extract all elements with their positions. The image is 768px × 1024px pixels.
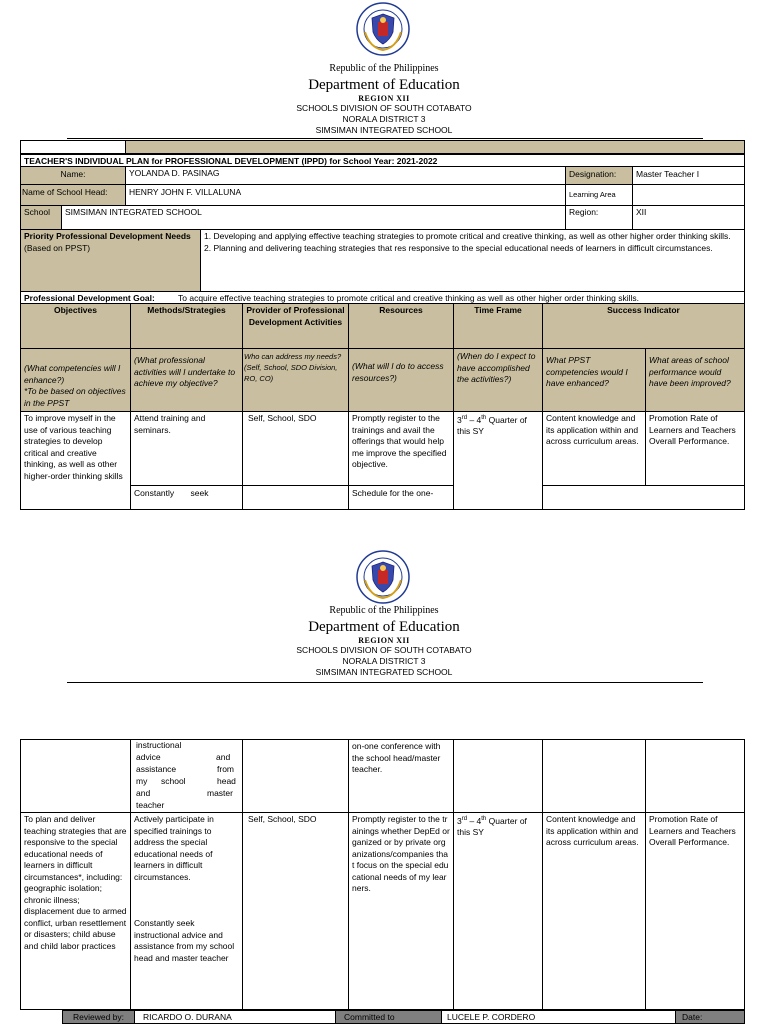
- col-timeframe: Time Frame: [453, 303, 543, 349]
- goal-value: To acquire effective teaching strategies to promote critical and creative thinking as well as other higher order thinking skills.: [178, 293, 639, 303]
- deped-seal-icon: [356, 2, 410, 56]
- word: from: [217, 764, 234, 774]
- row2-objective: To plan and deliver teaching strategies that are responsive to the special educational needs of learners in difficult circumstances*, including: geographic isolation; chronic illness; displacement due to armed conflict, urban resettlement or disasters; child abuse and child labor practices: [20, 812, 131, 1010]
- time-end: Quarter of this SY: [457, 414, 527, 437]
- republic-text: Republic of the Philippines: [329, 605, 439, 616]
- col-success: Success Indicator: [542, 303, 745, 349]
- q-provider: Who can address my needs? (Self, School, SDO Division, RO, CO): [242, 348, 349, 412]
- priority-label-cell: [20, 229, 201, 292]
- priority-needs-cell: [200, 229, 745, 292]
- row1-provider-blank: [242, 485, 349, 510]
- school-text: SIMSIMAN INTEGRATED SCHOOL: [315, 125, 453, 135]
- department-title: Department of Education: [308, 77, 460, 93]
- row1c-resource: on-one conference with the school head/master teacher.: [348, 739, 454, 813]
- row2-resource: Promptly register to the trainings whether DepEd organized or by private organizations/companies that focus on the special educational needs of my learners.: [348, 812, 454, 1010]
- head-value: HENRY JOHN F. VILLALUNA: [125, 184, 566, 206]
- school-value: SIMSIMAN INTEGRATED SCHOOL: [61, 205, 566, 230]
- word: and: [136, 788, 151, 798]
- head-label: Name of School Head:: [20, 184, 126, 206]
- district-text: NORALA DISTRICT 3: [342, 656, 426, 666]
- word: teacher: [136, 800, 165, 810]
- row1-resource-b: Schedule for the one-: [348, 485, 454, 510]
- form-title: TEACHER'S INDIVIDUAL PLAN for PROFESSIONAL DEVELOPMENT (IPPD) for School Year: 2021-2022: [20, 154, 745, 167]
- learning-area-label: Learning Area: [565, 184, 633, 206]
- time-sup-start: rd: [461, 816, 468, 822]
- row1-method-b: Constantly seek: [130, 485, 243, 510]
- school-label: School: [20, 205, 62, 230]
- learning-area-value: [632, 184, 745, 206]
- row1c-school: [645, 739, 745, 813]
- q-objectives-text: (What competencies will I enhance?): [24, 363, 121, 385]
- region-value: XII: [632, 205, 745, 230]
- q-timeframe: (When do I expect to have accomplished the activities?): [453, 348, 543, 412]
- row2-method-a: Actively participate in specified trainings to address the special educational needs of learners in difficult circumstances.: [134, 814, 214, 882]
- time-sup-end: th: [481, 816, 487, 822]
- time-sup-end: th: [481, 415, 487, 421]
- row1-method-a: Attend training and seminars.: [130, 411, 243, 486]
- word: school: [161, 776, 186, 786]
- deped-seal-icon: [356, 550, 410, 604]
- col-resources: Resources: [348, 303, 454, 349]
- word: and: [216, 752, 231, 762]
- date-label: Date:: [675, 1010, 745, 1024]
- priority-sub: (Based on PPST): [24, 242, 91, 253]
- division-text: SCHOOLS DIVISION OF SOUTH COTABATO: [296, 103, 472, 113]
- name-label: Name:: [20, 166, 126, 185]
- row1-school: Promotion Rate of Learners and Teachers Overall Performance.: [645, 411, 745, 486]
- col-objectives: Objectives: [20, 303, 131, 349]
- word: instructional: [136, 740, 182, 750]
- name-value: YOLANDA D. PASINAG: [125, 166, 566, 185]
- row1-resource-a: Promptly register to the trainings and avail the offerings that would help me improve the specified objective.: [348, 411, 454, 486]
- row1-provider: Self, School, SDO: [242, 411, 349, 486]
- word: master: [207, 788, 233, 798]
- row2-provider: Self, School, SDO: [242, 812, 349, 1010]
- region-text: REGION XII: [358, 94, 410, 103]
- row1c-objective: [20, 739, 131, 813]
- word: head: [217, 776, 236, 786]
- row2-method: [130, 812, 243, 1010]
- header-rule: [67, 138, 703, 139]
- time-start: 3: [457, 414, 462, 425]
- row2-school: Promotion Rate of Learners and Teachers Overall Performance.: [645, 812, 745, 1010]
- q-objectives: [20, 348, 131, 412]
- time-mid: – 4: [467, 414, 482, 425]
- region-label: Region:: [565, 205, 633, 230]
- reviewed-label: Reviewed by:: [62, 1010, 135, 1024]
- priority-label: Priority Professional Development Needs: [24, 231, 191, 241]
- strip-cell: [20, 140, 126, 154]
- republic-text: Republic of the Philippines: [329, 63, 439, 74]
- row2-ppst: Content knowledge and its application within and across curriculum areas.: [542, 812, 646, 1010]
- time-end: Quarter of this SY: [457, 815, 527, 838]
- division-text: SCHOOLS DIVISION OF SOUTH COTABATO: [296, 645, 472, 655]
- row1-success-blank: [542, 485, 745, 510]
- row1-ppst: Content knowledge and its application within and across curriculum areas.: [542, 411, 646, 486]
- row1c-ppst: [542, 739, 646, 813]
- q-ppst: What PPST competencies would I have enhanced?: [542, 348, 646, 412]
- word: advice: [136, 752, 161, 762]
- row2-timeframe: [453, 812, 543, 1010]
- school-text: SIMSIMAN INTEGRATED SCHOOL: [315, 667, 453, 677]
- col-methods: Methods/Strategies: [130, 303, 243, 349]
- department-title: Department of Education: [308, 619, 460, 635]
- word: assistance: [136, 764, 177, 774]
- row1c-provider: [242, 739, 349, 813]
- goal-label: Professional Development Goal:: [24, 293, 155, 303]
- q-school-performance: What areas of school performance would have been improved?: [645, 348, 745, 412]
- word: my: [136, 776, 148, 786]
- committed-label: Committed to: [335, 1010, 442, 1024]
- row1c-method: [130, 739, 243, 813]
- row2-method-b: Constantly seek instructional advice and assistance from my school head and master teacher: [134, 918, 235, 963]
- designation-value: Master Teacher I: [632, 166, 745, 185]
- row1-objective: To improve myself in the use of various teaching strategies to develop critical and creative thinking, as well as other higher-order thinking skills: [20, 411, 131, 510]
- time-sup-start: rd: [461, 415, 468, 421]
- q-methods: (What professional activities will I undertake to achieve my objective?: [130, 348, 243, 412]
- strip-cell: [125, 140, 745, 154]
- district-text: NORALA DISTRICT 3: [342, 114, 426, 124]
- row1c-timeframe: [453, 739, 543, 813]
- priority-need-1: 1. Developing and applying effective teaching strategies to promote critical and creative thinking, as well as other higher order thinking skills.: [204, 231, 731, 241]
- committed-value: LUCELE P. CORDERO: [441, 1010, 676, 1024]
- col-provider: Provider of Professional Development Activities: [242, 303, 349, 349]
- priority-need-2: 2. Planning and delivering teaching strategies that res responsive to the special educational needs of learners in difficult circumstances.: [204, 242, 713, 253]
- region-text: REGION XII: [358, 636, 410, 645]
- time-start: 3: [457, 815, 462, 826]
- header-rule: [67, 682, 703, 683]
- time-mid: – 4: [467, 815, 482, 826]
- designation-label: Designation:: [565, 166, 633, 185]
- reviewed-value: RICARDO O. DURANA: [134, 1010, 336, 1024]
- q-resources: (What will I do to access resources?): [348, 348, 454, 412]
- row1-timeframe: [453, 411, 543, 510]
- q-objectives-note: *To be based on objectives in the PPST: [24, 386, 126, 408]
